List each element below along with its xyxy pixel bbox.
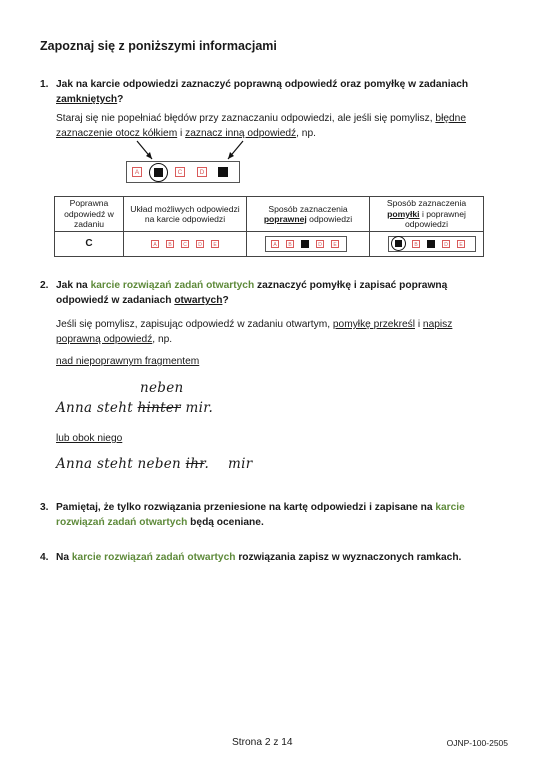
paragraph-text: i [414,319,423,330]
table-cell-correct [247,232,370,257]
item-number: 3. [40,502,49,513]
paragraph-text: i [177,128,186,139]
example-label-1: nad niepoprawnym fragmentem [56,356,200,367]
item-number: 4. [40,552,49,563]
option-box: E [457,240,465,248]
instruction-emphasis: otwartych [174,295,223,306]
option-box: C [181,240,189,248]
handwritten-sentence-1: Anna steht hinter mir. [56,400,214,416]
paragraph-emphasis: napisz poprawną odpowiedź [56,319,453,345]
table-cell-mistake [370,232,484,257]
option-box: B [286,240,294,248]
instruction-text: zaznaczyć pomyłkę i zapisać poprawną odpowiedź w zadaniach [56,280,448,306]
table-header: Układ możliwych odpowiedzi na karcie odpowiedzi [124,197,247,232]
handwritten-correction: neben [140,380,184,396]
option-box: A [132,167,142,177]
paragraph-emphasis: pomyłkę przekreśl [332,319,415,330]
page-title: Zapoznaj się z poniższymi informacjami [40,39,277,53]
paragraph-text: , np. [152,334,173,345]
instruction-highlight: karcie rozwiązań zadań otwartych [56,502,465,528]
page-number: Strona 2 z 14 [232,737,293,748]
option-box: A [271,240,279,248]
filled-box [218,167,228,177]
instruction-text: Jak na [56,280,91,291]
option-box: D [316,240,324,248]
handwritten-correction: mir [228,456,253,472]
item-number: 1. [40,79,49,90]
table-header: Sposób zaznaczenia pomyłki i poprawnej odpowiedzi [370,197,484,232]
paragraph-emphasis: zaznacz inną odpowiedź [185,128,297,139]
paragraph-text: , np. [296,128,316,139]
instruction-text: będą oceniane. [187,517,264,528]
option-box: B [166,240,174,248]
filled-box [427,240,435,248]
filled-box [154,168,163,177]
filled-box [301,240,309,248]
table-header: Sposób zaznaczenia poprawnej odpowiedzi [247,197,370,232]
paragraph-emphasis: błędne zaznaczenie otocz kółkiem [56,113,466,139]
option-box: D [196,240,204,248]
option-box: D [442,240,450,248]
instruction-text: ? [222,295,229,306]
option-box: B [412,240,420,248]
option-box: D [197,167,207,177]
instruction-text: ? [117,94,124,105]
item-number: 2. [40,280,49,291]
instruction-highlight: karcie rozwiązań zadań otwartych [71,552,236,563]
table-header: Poprawna odpowiedź w zadaniu [55,197,124,232]
example-label-2: lub obok niego [56,433,123,444]
arrows-graphic [0,0,552,200]
instruction-text: rozwiązania zapisz w wyznaczonych ramkach. [235,552,462,563]
handwritten-sentence-2: Anna steht neben ihr. [56,456,210,472]
instruction-text: Pamiętaj, że tylko rozwiązania przeniesione na kartę odpowiedzi i zapisane na [56,502,436,513]
marking-table [54,196,484,257]
instruction-text: Na [56,552,72,563]
option-box: A [151,240,159,248]
option-box: C [175,167,185,177]
paragraph-text: Staraj się nie popełniać błędów przy zaznaczaniu odpowiedzi, ale jeśli się pomylisz, [56,113,436,124]
instruction-highlight: karcie rozwiązań zadań otwartych [90,280,255,291]
option-box: E [331,240,339,248]
instruction-text: Jak na karcie odpowiedzi zaznaczyć poprawną odpowiedź oraz pomyłkę w zadaniach [56,79,469,90]
exam-code: OJNP-100-2505 [446,738,508,748]
paragraph-2 [56,317,496,347]
paragraph-text: Jeśli się pomylisz, zapisując odpowiedź w zadaniu otwartym, [56,319,333,330]
table-cell-layout [124,232,247,257]
filled-box [395,240,402,247]
instruction-emphasis: zamkniętych [56,94,118,105]
table-answer: C [55,232,124,257]
option-box: E [211,240,219,248]
